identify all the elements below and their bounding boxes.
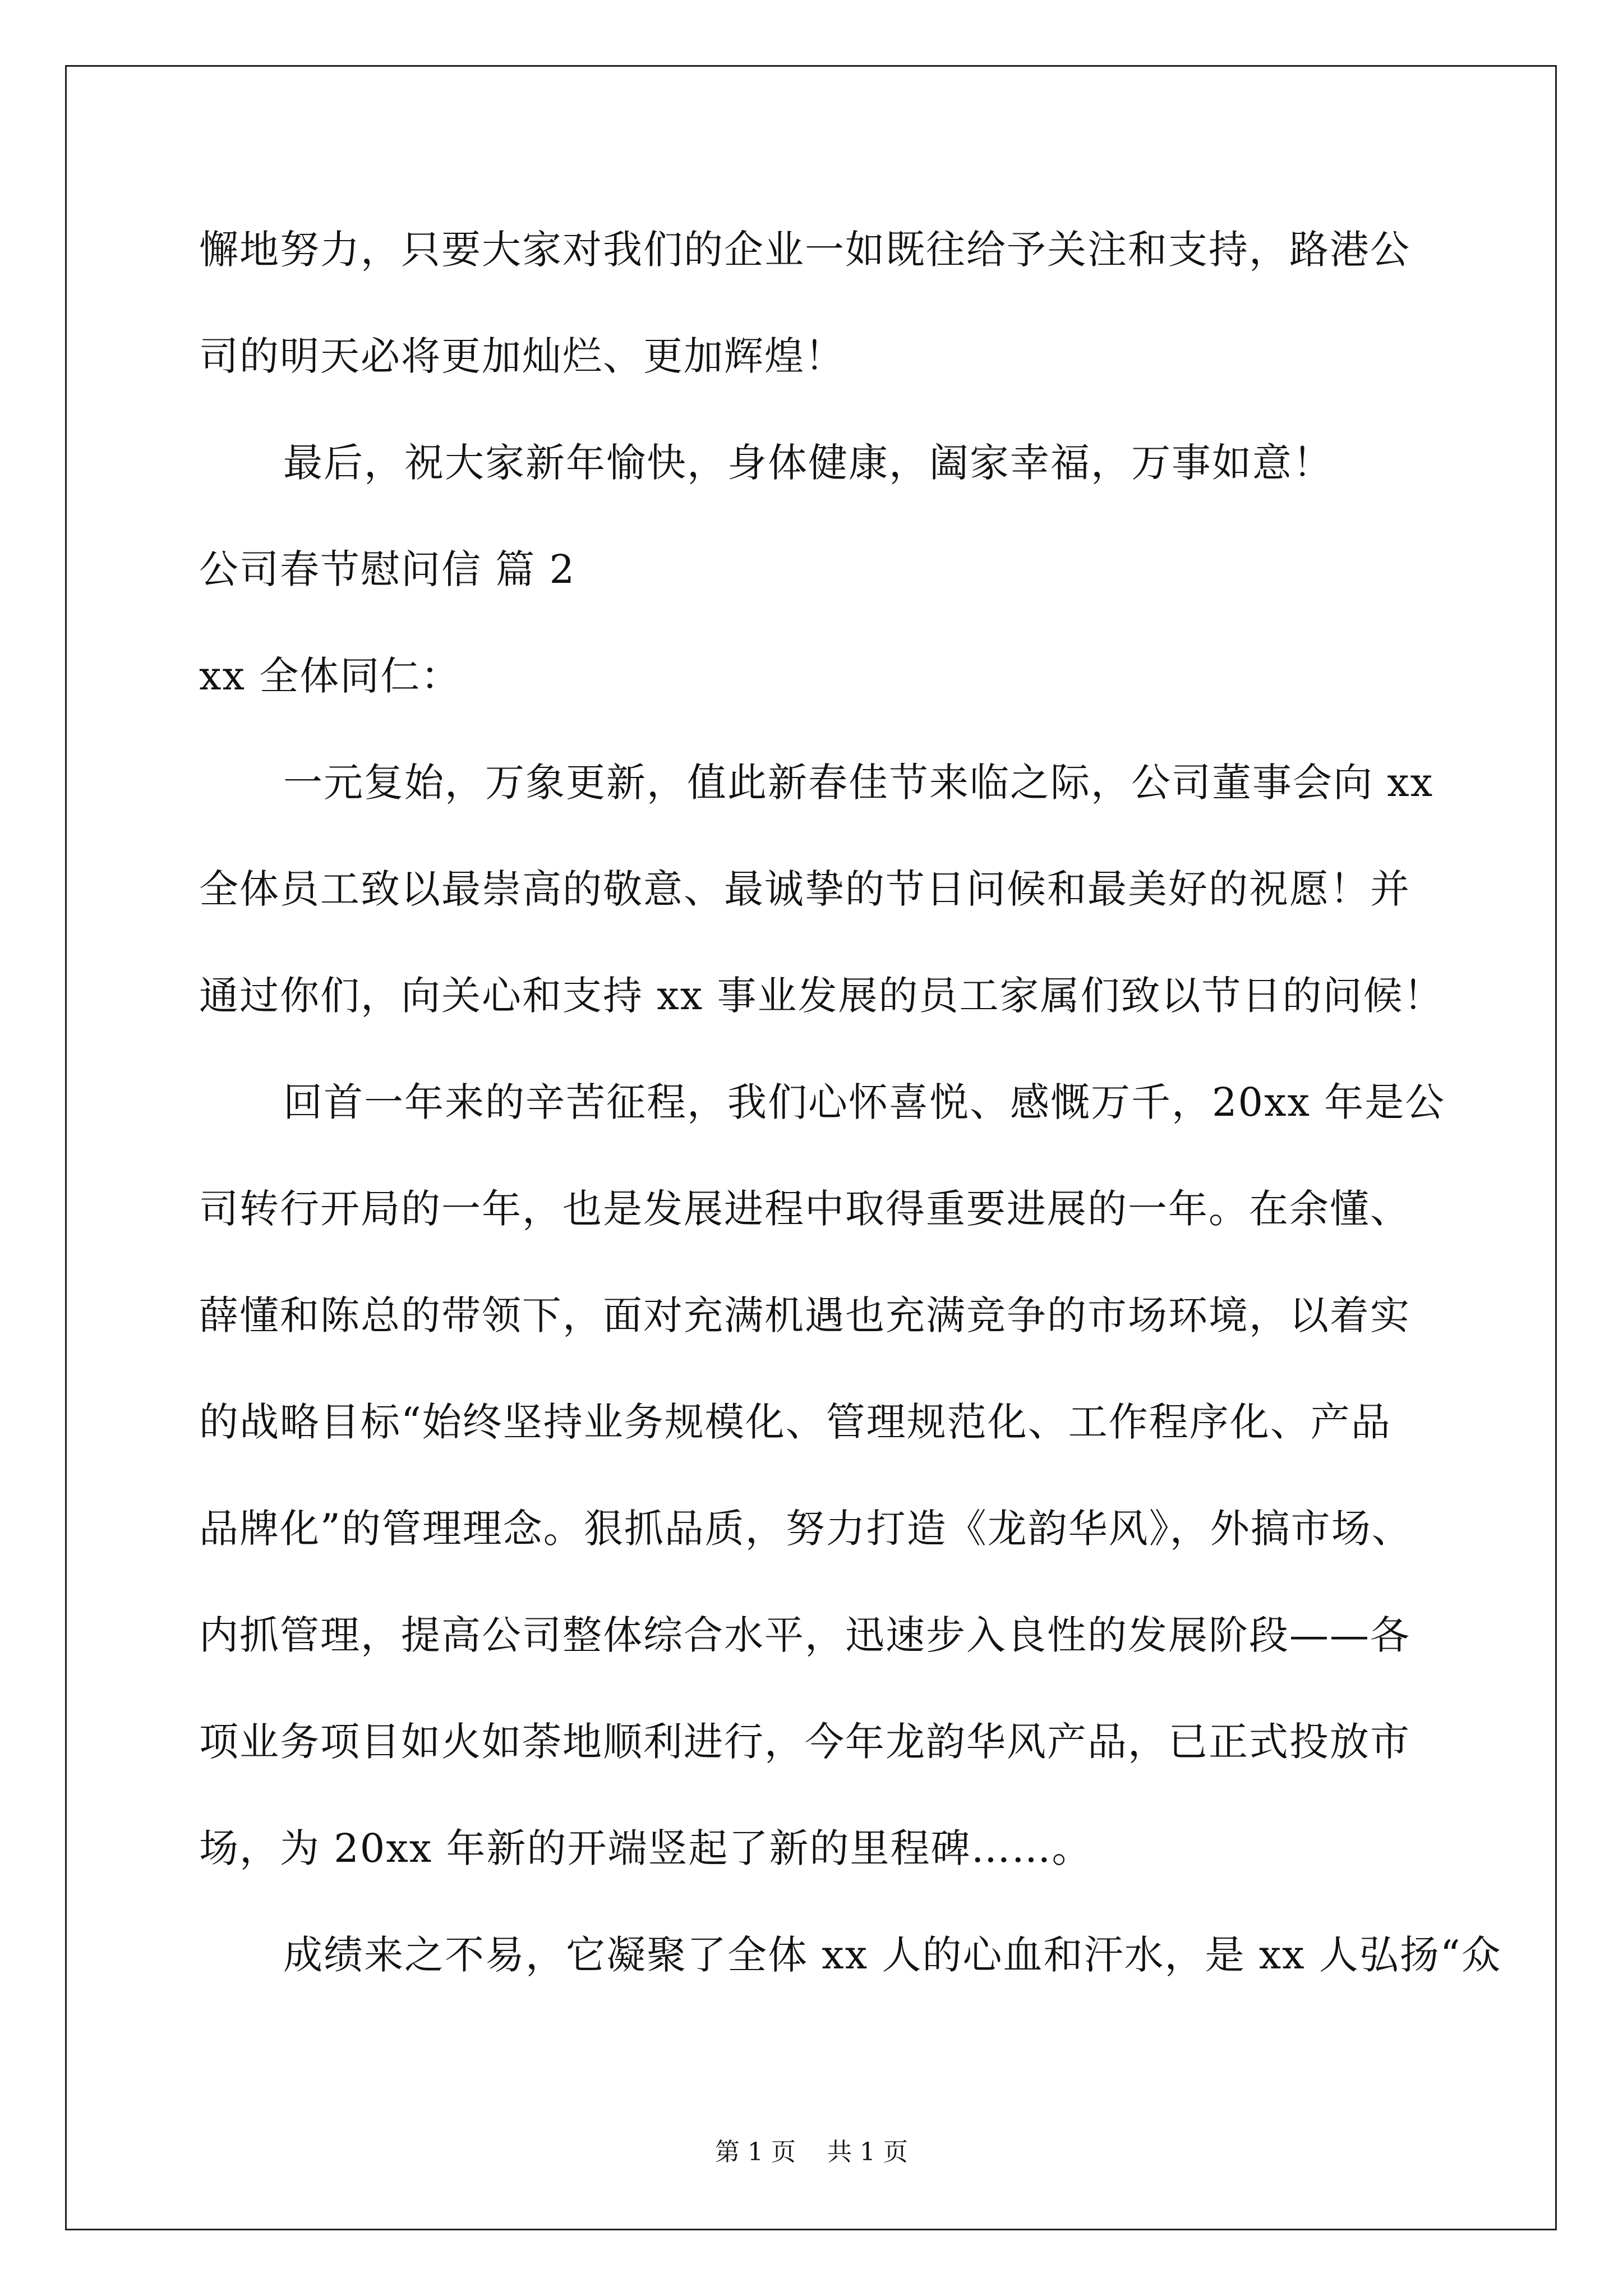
text-line: 最后，祝大家新年愉快，身体健康，阖家幸福，万事如意！	[283, 440, 1333, 486]
text-line: 一元复始，万象更新，值此新春佳节来临之际，公司董事会向 xx	[283, 760, 1434, 806]
text-line: 成绩来之不易，它凝聚了全体 xx 人的心血和汗水，是 xx 人弘扬“众	[283, 1932, 1502, 1978]
text-line: 通过你们，向关心和支持 xx 事业发展的员工家属们致以节日的问候！	[199, 973, 1444, 1019]
text-line: 项业务项目如火如荼地顺利进行，今年龙韵华风产品，已正式投放市	[199, 1719, 1410, 1765]
salutation: xx 全体同仁：	[199, 653, 462, 699]
text-line: 内抓管理，提高公司整体综合水平，迅速步入良性的发展阶段——各	[199, 1612, 1410, 1658]
text-line: 全体员工致以最崇高的敬意、最诚挚的节日问候和最美好的祝愿！并	[199, 866, 1410, 912]
text-line: 薛懂和陈总的带领下，面对充满机遇也充满竞争的市场环境，以着实	[199, 1292, 1410, 1338]
document-body	[199, 216, 1502, 2028]
text-line: 的战略目标“始终坚持业务规模化、管理规范化、工作程序化、产品	[199, 1399, 1391, 1445]
text-line: 司转行开局的一年，也是发展进程中取得重要进展的一年。在余懂、	[199, 1186, 1410, 1232]
text-line: 品牌化”的管理理念。狠抓品质，努力打造《龙韵华风》，外搞市场、	[199, 1506, 1412, 1552]
text-line: 懈地努力，只要大家对我们的企业一如既往给予关注和支持，路港公	[199, 227, 1410, 273]
text-line: 回首一年来的辛苦征程，我们心怀喜悦、感慨万千，20xx 年是公	[283, 1079, 1446, 1125]
text-line: 场，为 20xx 年新的开端竖起了新的里程碑……。	[199, 1825, 1092, 1871]
page-number-footer: 第 1 页 共 1 页	[715, 2138, 908, 2166]
text-line: 司的明天必将更加灿烂、更加辉煌！	[199, 333, 845, 379]
section-heading: 公司春节慰问信 篇 2	[199, 546, 576, 592]
